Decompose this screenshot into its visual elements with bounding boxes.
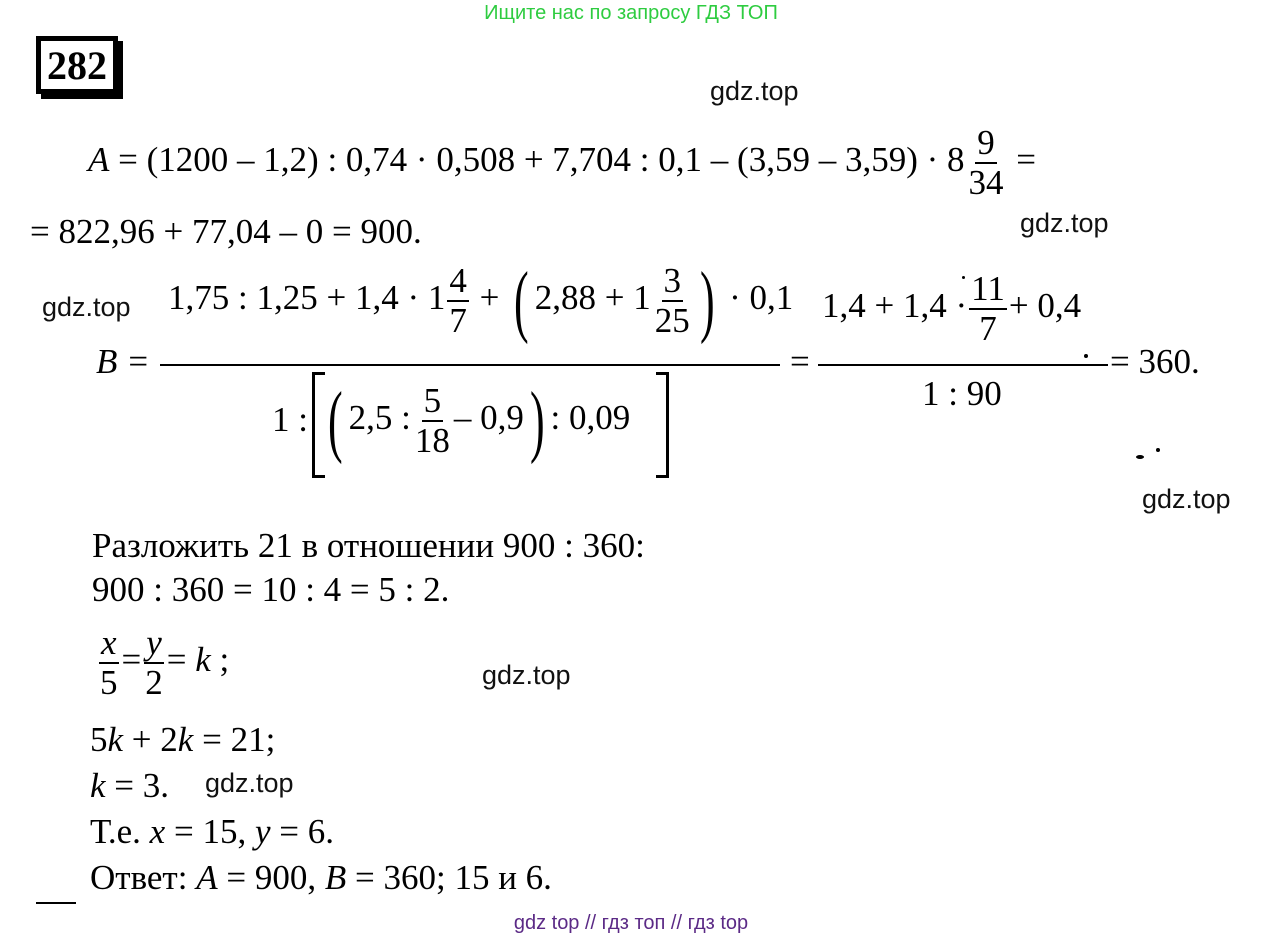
problem-number-badge: 282 <box>36 36 118 94</box>
proportion-line: $\frac{x}{5}$ = $\frac{y}{2}$ = k ; <box>100 623 230 702</box>
watermark: gdz.top <box>710 76 799 106</box>
watermark: gdz.top <box>482 660 571 690</box>
bottom-banner: gdz top // гдз топ // гдз top <box>513 912 749 934</box>
watermark: gdz.top <box>205 768 294 798</box>
scan-mark <box>1136 455 1144 459</box>
b-equals: = <box>790 342 810 381</box>
split-instruction: Разложить 21 в отношении 900 : 360: <box>92 526 645 565</box>
equation-a-result: = 822,96 + 77,04 – 0 = 900. <box>30 212 422 251</box>
b-den-lead: 1 : <box>272 400 308 439</box>
fraction-4-7: $\frac{4}{7}$ <box>449 261 467 340</box>
b-numerator: 1,75 : 1,25 + 1,4 · 1 $\frac{4}{7}$ + ( 2,88 + 1 $\frac{3}{25}$ ) · 0,1 <box>168 256 794 345</box>
fraction-5-18: $\frac{5}{18}$ <box>414 381 450 460</box>
k-value: k = 3. <box>90 766 170 805</box>
top-banner: Ищите нас по запросу ГДЗ ТОП <box>484 2 778 24</box>
var-a: A <box>88 139 110 179</box>
b-result: = 360. <box>1110 342 1200 381</box>
watermark: gdz.top <box>1142 484 1231 514</box>
var-b: B = <box>96 342 150 381</box>
b-right-numerator: 1,4 + 1,4 · $\frac{11}{7}$ + 0,4 <box>822 269 1082 348</box>
watermark: gdz.top <box>1020 208 1109 238</box>
scan-mark <box>1156 448 1160 452</box>
scan-mark <box>1084 354 1088 358</box>
scan-mark <box>36 902 76 904</box>
k-equation: 5k + 2k = 21; <box>90 720 276 759</box>
b-main-fraction-bar <box>160 364 780 366</box>
fraction-y-2: $\frac{y}{2}$ <box>145 623 163 702</box>
ratio-line: 900 : 360 = 10 : 4 = 5 : 2. <box>92 570 450 609</box>
answer-line: Ответ: A = 900, B = 360; 15 и 6. <box>90 858 552 897</box>
watermark: gdz.top <box>42 292 131 322</box>
b-den-bracket-right <box>656 372 669 478</box>
fraction-x-5: $\frac{x}{5}$ <box>100 623 118 702</box>
b-right-denominator: 1 : 90 <box>922 374 1002 413</box>
scan-mark <box>962 276 965 279</box>
solution-line: Т.е. x = 15, y = 6. <box>90 812 335 851</box>
b-denominator: ( 2,5 : $\frac{5}{18}$ – 0,9) : 0,09 <box>327 376 631 465</box>
equation-a: A = (1200 – 1,2) : 0,74 · 0,508 + 7,704 : 0,1 – (3,59 – 3,59) · 8 $\frac{9}{34}$ = <box>88 123 1036 202</box>
fraction-9-34: $\frac{9}{34}$ <box>968 123 1004 202</box>
equation-a-expr: = (1200 – 1,2) : 0,74 · 0,508 + 7,704 : 0,1 – (3,59 – 3,59) · 8 <box>109 139 965 179</box>
fraction-11-7: $\frac{11}{7}$ <box>971 269 1005 348</box>
fraction-3-25: $\frac{3}{25}$ <box>654 261 690 340</box>
b-right-fraction-bar <box>818 364 1108 366</box>
